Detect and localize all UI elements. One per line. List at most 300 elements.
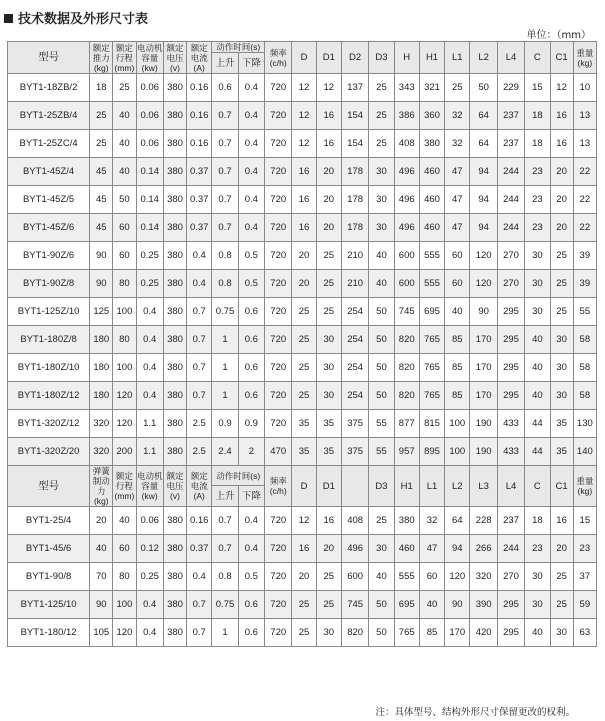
value-cell: 16 (550, 130, 573, 158)
value-cell: 170 (470, 326, 497, 354)
value-cell: 820 (394, 326, 419, 354)
value-cell: 30 (525, 242, 550, 270)
value-cell: 45 (90, 186, 113, 214)
value-cell: 64 (445, 507, 470, 535)
value-cell: 16 (550, 102, 573, 130)
value-cell: 720 (265, 186, 292, 214)
header-L2: L2 (470, 42, 497, 74)
table-row (8, 298, 597, 326)
value-cell: 25 (369, 74, 394, 102)
value-cell: 765 (419, 354, 444, 382)
value-cell: 720 (265, 326, 292, 354)
value-cell: 380 (394, 507, 419, 535)
table-row (8, 563, 597, 591)
value-cell: 15 (525, 74, 550, 102)
value-cell: 0.4 (136, 326, 163, 354)
header-weight: 重量(kg) (573, 42, 596, 74)
value-cell: 320 (90, 438, 113, 466)
value-cell: 120 (113, 619, 136, 647)
value-cell: 35 (550, 438, 573, 466)
value-cell: 25 (292, 298, 316, 326)
value-cell: 22 (573, 186, 596, 214)
header-motor: 电动机容量(kw) (136, 42, 163, 73)
header-D: D (292, 466, 316, 507)
value-cell: 25 (369, 130, 394, 158)
table-row (8, 591, 597, 619)
value-cell: 12 (292, 130, 316, 158)
value-cell: 25 (292, 382, 316, 410)
value-cell: 20 (316, 214, 341, 242)
value-cell: 100 (113, 354, 136, 382)
value-cell: 0.6 (212, 74, 238, 102)
value-cell: 0.6 (238, 619, 264, 647)
value-cell: 16 (550, 507, 573, 535)
value-cell: 23 (525, 214, 550, 242)
value-cell: 237 (497, 102, 524, 130)
value-cell: 266 (470, 535, 497, 563)
value-cell: 25 (550, 270, 573, 298)
table-row (8, 382, 597, 410)
value-cell: 120 (113, 410, 136, 438)
value-cell: 380 (163, 130, 186, 158)
value-cell: 25 (550, 563, 573, 591)
value-cell: 32 (419, 507, 444, 535)
value-cell: 25 (90, 130, 113, 158)
table-row (8, 186, 597, 214)
value-cell: 0.06 (136, 102, 163, 130)
value-cell: 25 (550, 298, 573, 326)
value-cell: 229 (497, 74, 524, 102)
value-cell: 254 (341, 354, 368, 382)
value-cell: 10 (573, 74, 596, 102)
model-cell: BYT1-320Z/12 (8, 410, 90, 438)
model-cell: BYT1-90/8 (8, 563, 90, 591)
table-row (8, 74, 597, 102)
header-H1: H1 (394, 466, 419, 507)
value-cell: 64 (470, 102, 497, 130)
value-cell: 720 (265, 158, 292, 186)
value-cell: 190 (470, 438, 497, 466)
value-cell: 0.16 (187, 130, 212, 158)
value-cell: 254 (341, 382, 368, 410)
value-cell: 380 (163, 619, 186, 647)
value-cell: 60 (113, 214, 136, 242)
header-stroke: 额定行程(mm) (114, 42, 135, 73)
table-row (8, 354, 597, 382)
value-cell: 380 (163, 74, 186, 102)
value-cell: 0.37 (187, 158, 212, 186)
value-cell: 745 (341, 591, 368, 619)
value-cell: 15 (573, 507, 596, 535)
value-cell: 20 (316, 186, 341, 214)
value-cell: 765 (419, 382, 444, 410)
value-cell: 30 (316, 619, 341, 647)
value-cell: 94 (470, 158, 497, 186)
value-cell: 237 (497, 507, 524, 535)
spec-table (7, 41, 597, 647)
value-cell: 320 (470, 563, 497, 591)
value-cell: 0.5 (238, 563, 264, 591)
value-cell: 55 (573, 298, 596, 326)
value-cell: 380 (163, 563, 186, 591)
value-cell: 720 (265, 410, 292, 438)
value-cell: 460 (394, 535, 419, 563)
model-cell: BYT1-25ZB/4 (8, 102, 90, 130)
value-cell: 0.7 (187, 619, 212, 647)
value-cell: 720 (265, 74, 292, 102)
value-cell: 16 (292, 214, 316, 242)
value-cell: 720 (265, 130, 292, 158)
value-cell: 16 (316, 130, 341, 158)
header-thrust: 额定推力(kg) (90, 42, 113, 74)
value-cell: 16 (292, 535, 316, 563)
value-cell: 0.7 (212, 214, 238, 242)
value-cell: 30 (550, 619, 573, 647)
header-H: H (394, 42, 419, 74)
value-cell: 0.4 (238, 186, 264, 214)
value-cell: 35 (550, 410, 573, 438)
model-cell: BYT1-45/6 (8, 535, 90, 563)
value-cell: 0.16 (187, 74, 212, 102)
table1-header-row (8, 42, 597, 53)
value-cell: 0.4 (136, 382, 163, 410)
value-cell: 295 (497, 298, 524, 326)
value-cell: 720 (265, 298, 292, 326)
value-cell: 13 (573, 102, 596, 130)
value-cell: 40 (369, 270, 394, 298)
value-cell: 50 (369, 619, 394, 647)
value-cell: 720 (265, 242, 292, 270)
header-L1: L1 (445, 42, 470, 74)
value-cell: 20 (550, 535, 573, 563)
value-cell: 0.4 (187, 242, 212, 270)
value-cell: 12 (292, 74, 316, 102)
value-cell: 0.6 (238, 326, 264, 354)
value-cell: 0.7 (187, 382, 212, 410)
value-cell: 0.4 (238, 535, 264, 563)
value-cell: 0.4 (187, 270, 212, 298)
value-cell: 40 (113, 102, 136, 130)
value-cell: 30 (550, 354, 573, 382)
value-cell: 40 (369, 563, 394, 591)
value-cell: 13 (573, 130, 596, 158)
value-cell: 765 (419, 326, 444, 354)
value-cell: 270 (497, 242, 524, 270)
square-bullet-icon (4, 14, 13, 23)
model-cell: BYT1-45Z/6 (8, 214, 90, 242)
value-cell: 0.37 (187, 186, 212, 214)
value-cell: 94 (470, 186, 497, 214)
value-cell: 30 (525, 298, 550, 326)
value-cell: 30 (316, 354, 341, 382)
model-cell: BYT1-180Z/10 (8, 354, 90, 382)
value-cell: 815 (419, 410, 444, 438)
value-cell: 0.4 (238, 214, 264, 242)
table-row (8, 535, 597, 563)
table-row (8, 158, 597, 186)
value-cell: 30 (369, 158, 394, 186)
header-freq: 频率(c/h) (265, 42, 292, 74)
value-cell: 25 (292, 354, 316, 382)
table-row (8, 410, 597, 438)
value-cell: 2.4 (212, 438, 238, 466)
value-cell: 470 (265, 438, 292, 466)
value-cell: 60 (113, 242, 136, 270)
value-cell: 380 (163, 535, 186, 563)
value-cell: 360 (419, 102, 444, 130)
value-cell: 433 (497, 410, 524, 438)
value-cell: 210 (341, 242, 368, 270)
value-cell: 125 (90, 298, 113, 326)
value-cell: 178 (341, 186, 368, 214)
value-cell: 45 (90, 158, 113, 186)
value-cell: 63 (573, 619, 596, 647)
value-cell: 0.6 (238, 354, 264, 382)
model-cell: BYT1-180Z/12 (8, 382, 90, 410)
value-cell: 25 (316, 270, 341, 298)
value-cell: 58 (573, 326, 596, 354)
value-cell: 0.16 (187, 507, 212, 535)
table-row (8, 242, 597, 270)
model-cell: BYT1-25/4 (8, 507, 90, 535)
value-cell: 244 (497, 158, 524, 186)
value-cell: 70 (90, 563, 113, 591)
table-row (8, 326, 597, 354)
header-up: 上升 (212, 53, 238, 74)
value-cell: 210 (341, 270, 368, 298)
value-cell: 44 (525, 438, 550, 466)
value-cell: 380 (163, 591, 186, 619)
value-cell: 0.4 (238, 158, 264, 186)
value-cell: 720 (265, 535, 292, 563)
value-cell: 0.4 (136, 354, 163, 382)
header-current: 额定电流(A) (187, 466, 212, 507)
header-up: 上升 (212, 486, 238, 507)
value-cell: 765 (394, 619, 419, 647)
value-cell: 380 (163, 382, 186, 410)
value-cell: 50 (369, 354, 394, 382)
value-cell: 380 (163, 438, 186, 466)
value-cell: 40 (525, 326, 550, 354)
model-cell: BYT1-25ZC/4 (8, 130, 90, 158)
value-cell: 180 (90, 354, 113, 382)
value-cell: 0.7 (187, 326, 212, 354)
header-motor: 电动机容量(kw) (136, 466, 163, 507)
value-cell: 25 (369, 507, 394, 535)
value-cell: 47 (445, 214, 470, 242)
value-cell: 25 (316, 298, 341, 326)
value-cell: 496 (394, 186, 419, 214)
value-cell: 254 (341, 298, 368, 326)
header-model: 型号 (8, 466, 90, 507)
value-cell: 30 (525, 563, 550, 591)
value-cell: 20 (316, 158, 341, 186)
value-cell: 0.7 (212, 186, 238, 214)
value-cell: 50 (369, 382, 394, 410)
value-cell: 0.4 (238, 74, 264, 102)
value-cell: 0.25 (136, 563, 163, 591)
value-cell: 50 (470, 74, 497, 102)
value-cell: 130 (573, 410, 596, 438)
value-cell: 90 (470, 298, 497, 326)
value-cell: 30 (525, 591, 550, 619)
value-cell: 720 (265, 563, 292, 591)
value-cell: 720 (265, 619, 292, 647)
value-cell: 37 (573, 563, 596, 591)
value-cell: 720 (265, 507, 292, 535)
value-cell: 47 (445, 158, 470, 186)
header-D2: D2 (341, 42, 368, 74)
value-cell: 433 (497, 438, 524, 466)
header-down: 下降 (238, 486, 264, 507)
value-cell: 16 (292, 158, 316, 186)
value-cell: 380 (163, 158, 186, 186)
header-L2: L2 (445, 466, 470, 507)
model-cell: BYT1-180/12 (8, 619, 90, 647)
value-cell: 820 (341, 619, 368, 647)
value-cell: 877 (394, 410, 419, 438)
value-cell: 30 (369, 214, 394, 242)
model-cell: BYT1-320Z/20 (8, 438, 90, 466)
value-cell: 0.4 (136, 591, 163, 619)
value-cell: 35 (292, 410, 316, 438)
value-cell: 20 (550, 214, 573, 242)
value-cell: 460 (419, 186, 444, 214)
value-cell: 496 (394, 158, 419, 186)
value-cell: 50 (369, 591, 394, 619)
value-cell: 408 (394, 130, 419, 158)
value-cell: 0.14 (136, 158, 163, 186)
table-row (8, 270, 597, 298)
value-cell: 25 (292, 619, 316, 647)
value-cell: 200 (113, 438, 136, 466)
header-D1: D1 (316, 466, 341, 507)
value-cell: 25 (316, 563, 341, 591)
value-cell: 460 (419, 214, 444, 242)
value-cell: 18 (90, 74, 113, 102)
value-cell: 408 (341, 507, 368, 535)
value-cell: 40 (113, 130, 136, 158)
value-cell: 25 (550, 591, 573, 619)
value-cell: 380 (163, 298, 186, 326)
value-cell: 40 (113, 158, 136, 186)
header-C: C (525, 466, 550, 507)
model-cell: BYT1-45Z/5 (8, 186, 90, 214)
value-cell: 100 (445, 410, 470, 438)
value-cell: 178 (341, 214, 368, 242)
value-cell: 50 (369, 326, 394, 354)
value-cell: 0.25 (136, 270, 163, 298)
value-cell: 85 (445, 326, 470, 354)
value-cell: 0.9 (212, 410, 238, 438)
value-cell: 180 (90, 382, 113, 410)
value-cell: 180 (90, 326, 113, 354)
value-cell: 25 (550, 242, 573, 270)
value-cell: 64 (470, 130, 497, 158)
value-cell: 820 (394, 382, 419, 410)
value-cell: 58 (573, 354, 596, 382)
value-cell: 25 (292, 326, 316, 354)
value-cell: 120 (445, 563, 470, 591)
model-cell: BYT1-18ZB/2 (8, 74, 90, 102)
value-cell: 1 (212, 354, 238, 382)
value-cell: 0.75 (212, 591, 238, 619)
value-cell: 40 (113, 507, 136, 535)
value-cell: 100 (445, 438, 470, 466)
value-cell: 30 (316, 382, 341, 410)
header-C1: C1 (550, 466, 573, 507)
table-row (8, 102, 597, 130)
value-cell: 20 (292, 563, 316, 591)
value-cell: 178 (341, 158, 368, 186)
value-cell: 32 (445, 102, 470, 130)
value-cell: 100 (113, 298, 136, 326)
value-cell: 496 (394, 214, 419, 242)
value-cell: 295 (497, 382, 524, 410)
value-cell: 695 (419, 298, 444, 326)
value-cell: 12 (292, 102, 316, 130)
value-cell: 90 (445, 591, 470, 619)
value-cell: 154 (341, 130, 368, 158)
value-cell: 0.7 (212, 130, 238, 158)
value-cell: 745 (394, 298, 419, 326)
value-cell: 170 (445, 619, 470, 647)
value-cell: 0.8 (212, 563, 238, 591)
header-C: C (525, 42, 550, 74)
value-cell: 80 (113, 563, 136, 591)
value-cell: 58 (573, 382, 596, 410)
value-cell: 0.7 (187, 298, 212, 326)
value-cell: 460 (419, 158, 444, 186)
value-cell: 380 (163, 326, 186, 354)
value-cell: 0.75 (212, 298, 238, 326)
value-cell: 1 (212, 326, 238, 354)
value-cell: 30 (316, 326, 341, 354)
value-cell: 0.4 (238, 130, 264, 158)
value-cell: 45 (90, 214, 113, 242)
model-cell: BYT1-125/10 (8, 591, 90, 619)
value-cell: 0.7 (187, 354, 212, 382)
value-cell: 1 (212, 382, 238, 410)
value-cell: 35 (292, 438, 316, 466)
header-down: 下降 (238, 53, 264, 74)
header-L3: L3 (470, 466, 497, 507)
value-cell: 90 (90, 270, 113, 298)
value-cell: 40 (369, 242, 394, 270)
value-cell: 380 (163, 410, 186, 438)
value-cell: 90 (90, 242, 113, 270)
value-cell: 12 (292, 507, 316, 535)
value-cell: 1.1 (136, 438, 163, 466)
value-cell: 25 (90, 102, 113, 130)
value-cell: 320 (90, 410, 113, 438)
value-cell: 0.7 (212, 507, 238, 535)
value-cell: 16 (316, 102, 341, 130)
header-C1: C1 (550, 42, 573, 74)
value-cell: 380 (163, 507, 186, 535)
value-cell: 40 (419, 591, 444, 619)
value-cell: 555 (419, 270, 444, 298)
value-cell: 22 (573, 158, 596, 186)
value-cell: 30 (550, 382, 573, 410)
value-cell: 820 (394, 354, 419, 382)
header-model: 型号 (8, 42, 90, 74)
value-cell: 237 (497, 130, 524, 158)
value-cell: 50 (113, 186, 136, 214)
value-cell: 25 (113, 74, 136, 102)
value-cell: 244 (497, 186, 524, 214)
value-cell: 25 (445, 74, 470, 102)
